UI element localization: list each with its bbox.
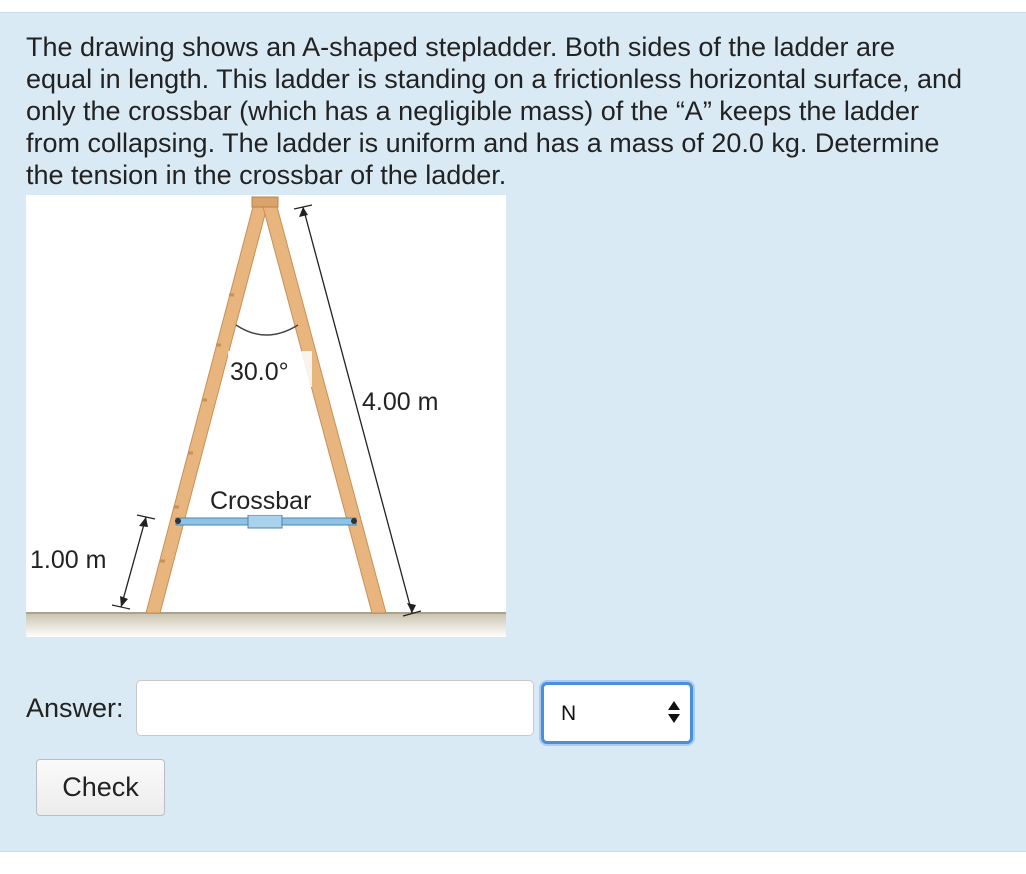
length-label: 4.00 m (362, 388, 439, 416)
ladder-top-cap (252, 197, 278, 207)
angle-label: 30.0° (230, 358, 289, 386)
updown-arrows-icon (667, 699, 681, 725)
question-panel (0, 12, 1026, 852)
length-arrow-top (299, 207, 308, 217)
left-ladder-leg (146, 203, 268, 613)
length-arrow-bottom (407, 603, 416, 613)
question-text: The drawing shows an A-shaped stepladder. Both sides of the ladder are equal in length. This ladder is standing on a frictionless horizontal surface, and only the crossbar (which has a negligible mass) of the “A” keeps the ladder from collapsing. The ladder is uniform and has a mass of 20.0 kg. Determine the tension in the crossbar of the ladder. (26, 32, 963, 190)
height-arrow-bottom (120, 596, 128, 607)
height-arrow-top (139, 517, 148, 527)
crossbar-left-bolt (175, 518, 181, 524)
unit-select[interactable] (541, 682, 693, 744)
angle-arc (236, 325, 298, 335)
crossbar-label: Crossbar (210, 487, 312, 515)
stepladder-figure (26, 195, 506, 637)
answer-input[interactable] (136, 680, 534, 736)
crossbar-right-bolt (351, 518, 357, 524)
crossbar-clamp (248, 515, 282, 528)
height-label: 1.00 m (30, 546, 107, 574)
height-dimension-line (121, 517, 146, 607)
check-button[interactable]: Check (36, 759, 165, 816)
unit-select-value: N (561, 702, 577, 725)
stepladder-diagram (26, 195, 506, 637)
answer-label: Answer: (26, 693, 124, 723)
ground-surface (26, 613, 506, 637)
